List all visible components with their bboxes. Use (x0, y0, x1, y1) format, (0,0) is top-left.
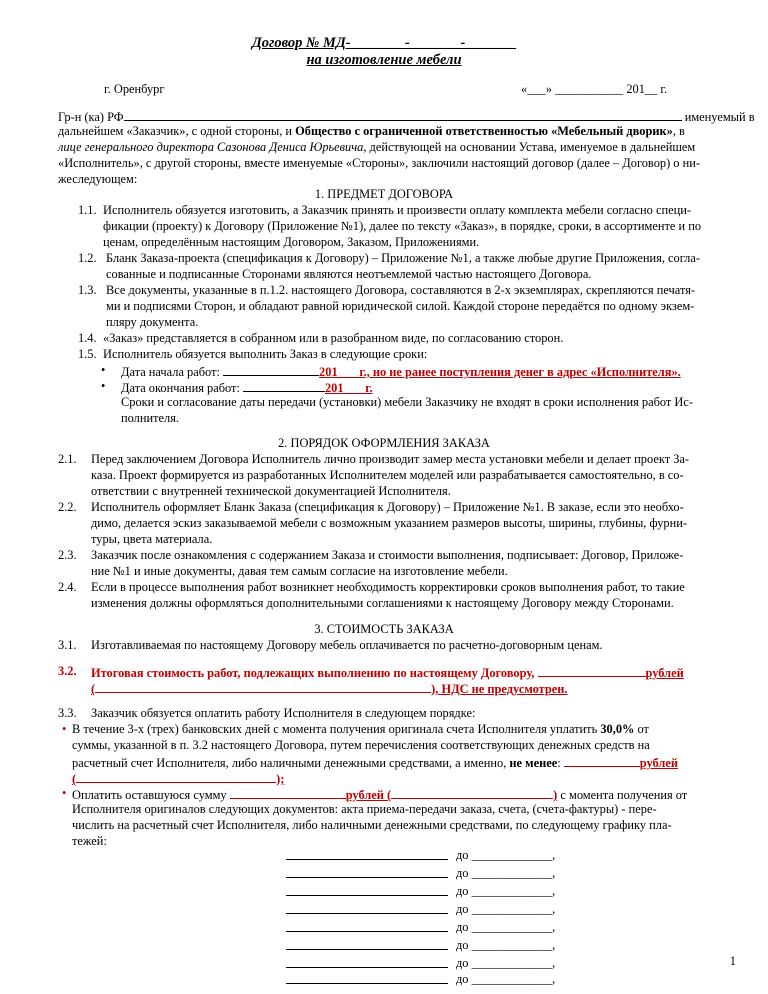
item-2-1-text: Перед заключением Договора Исполнитель лично производит замер места установки мебели и делает проект За- (91, 452, 690, 466)
item-2-4-num: 2.4. (58, 580, 77, 594)
item-2-4-text: изменения должны оформляться дополнительными соглашениями к настоящему Договору между Сторонами. (91, 596, 674, 610)
terms-note: полнителя. (121, 411, 180, 425)
schedule-amount-field (286, 937, 448, 950)
intro-line-5: жеследующем: (58, 172, 138, 186)
schedule-date: до _____________, (456, 920, 556, 934)
schedule-amount-field (286, 901, 448, 914)
page-number: 1 (729, 954, 736, 968)
payment-2-line: числить на расчетный счет Исполнителя, либо наличными денежными средствами, по следующему графику пла- (72, 818, 672, 832)
payment-2-line: Исполнителя оригиналов следующих документов: акта приема-передачи заказа, счета, (счета-фактуры) - пере- (72, 802, 657, 816)
item-2-3-num: 2.3. (58, 548, 77, 562)
section-2-heading: 2. ПОРЯДОК ОФОРМЛЕНИЯ ЗАКАЗА (278, 436, 490, 450)
contract-subtitle: на изготовление мебели (306, 52, 462, 68)
schedule-date: до _____________, (456, 938, 556, 952)
item-3-2-num: 3.2. (58, 664, 77, 678)
payment-1-line: В течение 3-х (трех) банковских дней с момента получения оригинала счета Исполнителя уплатить 30,0% от (72, 722, 649, 736)
item-1-1-text: ценам, определённым настоящим Договором, Заказом, Приложениями. (103, 235, 480, 249)
item-3-1-text: Изготавливаемая по настоящему Договору мебель оплачивается по расчетно-договорным ценам. (91, 638, 603, 652)
end-date-line: Дата окончания работ: 201___ г. (121, 381, 373, 395)
item-1-3-text: Все документы, указанные в п.1.2. настоящего Договора, составляются в 2-х экземплярах, скрепляются печатя- (106, 283, 696, 297)
item-2-3-text: Заказчик после ознакомления с содержанием Заказа и стоимости выполнения, подписывает: Договор, Приложе- (91, 548, 684, 562)
contract-date: «___» ___________ 201__ г. (521, 82, 668, 96)
item-1-3-text: ми и подписями Сторон, и обладают равной юридической силой. Каждой стороне передаётся по одному экзем- (106, 299, 695, 313)
payment-2-line: Оплатить оставшуюся сумму рублей ( ) с момента получения от (72, 788, 688, 802)
payment-1-line: суммы, указанной в п. 3.2 настоящего Договора, путем перечисления соответствующих денежных средств на (72, 738, 650, 752)
bullet-icon: • (62, 786, 67, 800)
item-1-1-num: 1.1. (78, 203, 97, 217)
item-2-2-num: 2.2. (58, 500, 77, 514)
terms-note: Сроки и согласование даты передачи (установки) мебели Заказчику не входят в сроки исполнения работ Ис- (121, 395, 693, 409)
schedule-amount-field (286, 971, 448, 984)
item-1-4-text: «Заказ» представляется в собранном или в разобранном виде, по согласованию сторон. (103, 331, 564, 345)
section-3-heading: 3. СТОИМОСТЬ ЗАКАЗА (314, 622, 454, 636)
item-1-5-text: Исполнитель обязуется выполнить Заказ в следующие сроки: (103, 347, 428, 361)
payment-2-line: тежей: (72, 834, 107, 848)
contract-title: Договор № МД-_______ -_______-_______ (251, 35, 517, 51)
item-3-2-text: Итоговая стоимость работ, подлежащих выполнению по настоящему Договору, рублей (91, 666, 684, 680)
item-2-1-text: каза. Проект формируется из разработанных Исполнителем моделей или разрабатывается самостоятельно, в со- (91, 468, 684, 482)
schedule-amount-field (286, 955, 448, 968)
item-1-1-text: фикации (проекту) к Договору (Приложение №1), далее по тексту «Заказ», в порядке, сроки, в ассортименте и по (103, 219, 702, 233)
item-3-3-num: 3.3. (58, 706, 77, 720)
schedule-date: до _____________, (456, 956, 556, 970)
schedule-amount-field (286, 883, 448, 896)
bullet-icon: • (101, 363, 106, 377)
schedule-amount-field (286, 919, 448, 932)
item-2-2-text: Исполнитель оформляет Бланк Заказа (спецификация к Договору) – Приложение №1. В заказе, если это необхо- (91, 500, 684, 514)
schedule-date: до _____________, (456, 884, 556, 898)
intro-line-1: Гр-н (ка) РФ именуемый в (58, 110, 755, 124)
item-1-1-text: Исполнитель обязуется изготовить, а Заказчик принять и произвести оплату комплекта мебели согласно специ- (103, 203, 691, 217)
section-1-heading: 1. ПРЕДМЕТ ДОГОВОРА (314, 187, 454, 201)
intro-line-3: лице генерального директора Сазонова Дениса Юрьевича, действующей на основании Устава, именуемое в дальнейшем (58, 140, 696, 154)
schedule-date: до _____________, (456, 902, 556, 916)
item-3-1-num: 3.1. (58, 638, 77, 652)
schedule-amount-field (286, 847, 448, 860)
city: г. Оренбург (104, 82, 165, 96)
schedule-date: до _____________, (456, 866, 556, 880)
payment-1-line: расчетный счет Исполнителя, либо наличными денежными средствами, а именно, не менее: рублей (72, 756, 679, 770)
item-2-3-text: ние №1 и иные документы, давая тем самым согласие на изготовление мебели. (91, 564, 508, 578)
payment-1-line: ( ); (72, 772, 285, 786)
item-2-2-text: димо, делается эскиз заказываемой мебели с возможным указанием размеров высоты, ширины, глубины, фурни- (91, 516, 687, 530)
item-2-1-num: 2.1. (58, 452, 77, 466)
item-2-2-text: туры, цвета материала. (91, 532, 213, 546)
intro-line-2: дальнейшем «Заказчик», с одной стороны, и Общество с ограниченной ответственностью «Мебельный дворик», в (58, 124, 685, 138)
item-1-2-num: 1.2. (78, 251, 97, 265)
item-1-2-text: сованные и подписанные Сторонами являются неотъемлемой частью настоящего Договора. (106, 267, 592, 281)
bullet-icon: • (62, 722, 67, 736)
item-3-3-text: Заказчик обязуется оплатить работу Исполнителя в следующем порядке: (91, 706, 476, 720)
schedule-date: до _____________, (456, 972, 556, 986)
item-1-2-text: Бланк Заказа-проекта (спецификация к Договору) – Приложение №1, а также любые другие Приложения, согла- (106, 251, 700, 265)
item-1-3-num: 1.3. (78, 283, 97, 297)
item-1-4-num: 1.4. (78, 331, 97, 345)
bullet-icon: • (101, 379, 106, 393)
schedule-date: до _____________, (456, 848, 556, 862)
item-2-1-text: ответствии с внутренней технической документацией Исполнителя. (91, 484, 451, 498)
item-3-2-text: ( ), НДС не предусмотрен. (91, 682, 568, 696)
item-1-5-num: 1.5. (78, 347, 97, 361)
item-2-4-text: Если в процессе выполнения работ возникнет необходимость корректировки сроков выполнения работ, то такие (91, 580, 685, 594)
intro-line-4: «Исполнитель», с другой стороны, вместе именуемые «Стороны», заключили настоящий договор (далее – Договор) о ни- (58, 156, 700, 170)
schedule-amount-field (286, 865, 448, 878)
start-date-line: Дата начала работ: 201___ г., но не ранее поступления денег в адрес «Исполнителя». (121, 365, 681, 379)
item-1-3-text: пляру документа. (106, 315, 199, 329)
